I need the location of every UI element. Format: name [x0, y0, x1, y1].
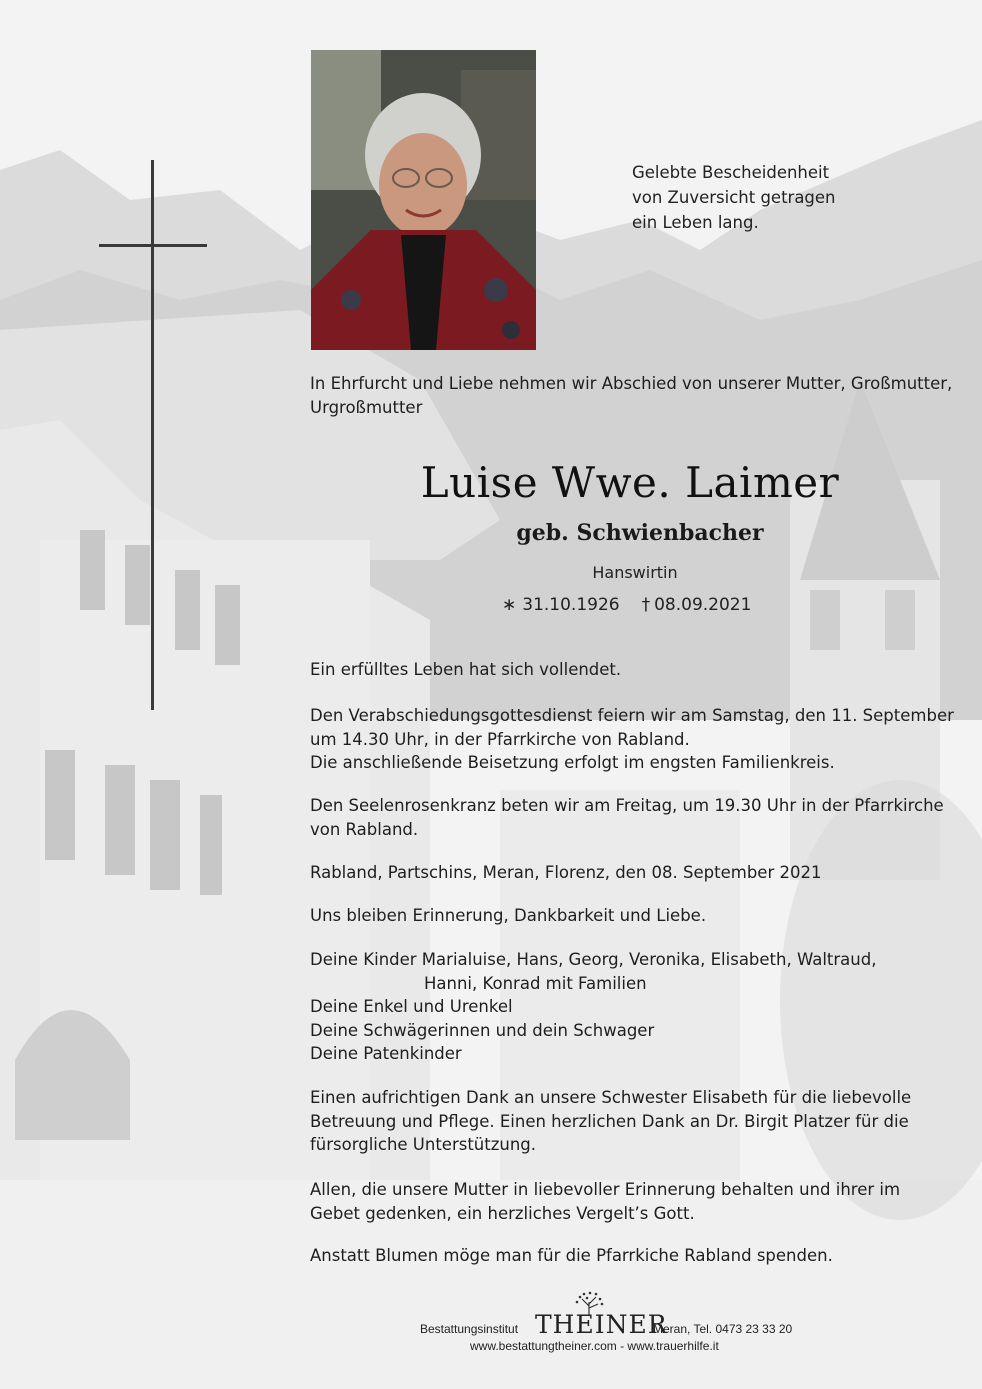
birth-name: geb. Schwienbacher	[516, 520, 764, 546]
footer	[420, 1290, 820, 1360]
text-line: Einen aufrichtigen Dank an unsere Schwester Elisabeth für die liebevolle	[310, 1088, 912, 1107]
text-line: Gebet gedenken, ein herzliches Vergelt’s Gott.	[310, 1203, 695, 1223]
family-line: Hanni, Konrad mit Familien	[424, 973, 647, 993]
text-line: Die anschließende Beisetzung erfolgt im engsten Familienkreis.	[310, 753, 835, 772]
died-date: 08.09.2021	[654, 595, 752, 615]
intro-line: Urgroßmutter	[310, 397, 423, 417]
text-line: Den Verabschiedungsgottesdienst feiern wir am Samstag, den 11. September	[310, 706, 954, 725]
quote	[632, 160, 836, 235]
footer-company-label: Bestattungsinstitut	[420, 1322, 519, 1336]
paragraph-fulfilled-life: Ein erfülltes Leben hat sich vollendet.	[310, 660, 622, 679]
deceased-name: Luise Wwe. Laimer	[420, 458, 840, 507]
footer-contact: Meran, Tel. 0473 23 33 20	[653, 1322, 793, 1336]
text-line: Den Seelenrosenkranz beten wir am Freitag, um 19.30 Uhr in der Pfarrkirche	[310, 796, 944, 815]
text-line: fürsorgliche Unterstützung.	[310, 1135, 537, 1154]
footer-websites: www.bestattungtheiner.com - www.trauerhilfe.it	[470, 1339, 719, 1353]
quote-line: Gelebte Bescheidenheit	[632, 163, 830, 182]
quote-line: von Zuversicht getragen	[632, 188, 836, 207]
text-line: um 14.30 Uhr, in der Pfarrkirche von Rabland.	[310, 729, 690, 749]
cross-horizontal-bar	[99, 244, 207, 247]
nickname: Hanswirtin	[592, 563, 678, 582]
family-line: Deine Patenkinder	[310, 1044, 462, 1063]
portrait-photo	[311, 50, 536, 350]
text-line: Allen, die unsere Mutter in liebevoller Erinnerung behalten und ihrer im	[310, 1180, 901, 1199]
paragraph-funeral-service	[310, 704, 954, 775]
paragraph-donation: Anstatt Blumen möge man für die Pfarrkiche Rabland spenden.	[310, 1246, 833, 1265]
quote-line: ein Leben lang.	[632, 213, 759, 232]
place-date-line: Rabland, Partschins, Meran, Florenz, den 08. September 2021	[310, 863, 822, 882]
died-symbol: †	[641, 595, 651, 615]
cross-vertical-bar	[151, 160, 154, 710]
born-date: 31.10.1926	[522, 595, 620, 615]
paragraph-memories: Uns bleiben Erinnerung, Dankbarkeit und Liebe.	[310, 906, 707, 925]
life-dates	[502, 595, 759, 615]
family-line: Deine Kinder Marialuise, Hans, Georg, Veronika, Elisabeth, Waltraud,	[310, 950, 877, 969]
text-line: Betreuung und Pflege. Einen herzlichen Dank an Dr. Birgit Platzer für die	[310, 1111, 909, 1131]
paragraph-rosary	[310, 794, 944, 841]
family-list	[310, 948, 876, 1066]
family-line: Deine Enkel und Urenkel	[310, 997, 513, 1016]
born-symbol: ∗	[502, 595, 517, 615]
text-line: von Rabland.	[310, 819, 419, 839]
family-line: Deine Schwägerinnen und dein Schwager	[310, 1020, 655, 1040]
intro-text	[310, 372, 952, 419]
intro-line: In Ehrfurcht und Liebe nehmen wir Abschied von unserer Mutter, Großmutter,	[310, 374, 953, 393]
paragraph-remembrance	[310, 1178, 900, 1225]
footer-logo-text: THEINER	[535, 1310, 668, 1339]
paragraph-thanks	[310, 1086, 911, 1157]
